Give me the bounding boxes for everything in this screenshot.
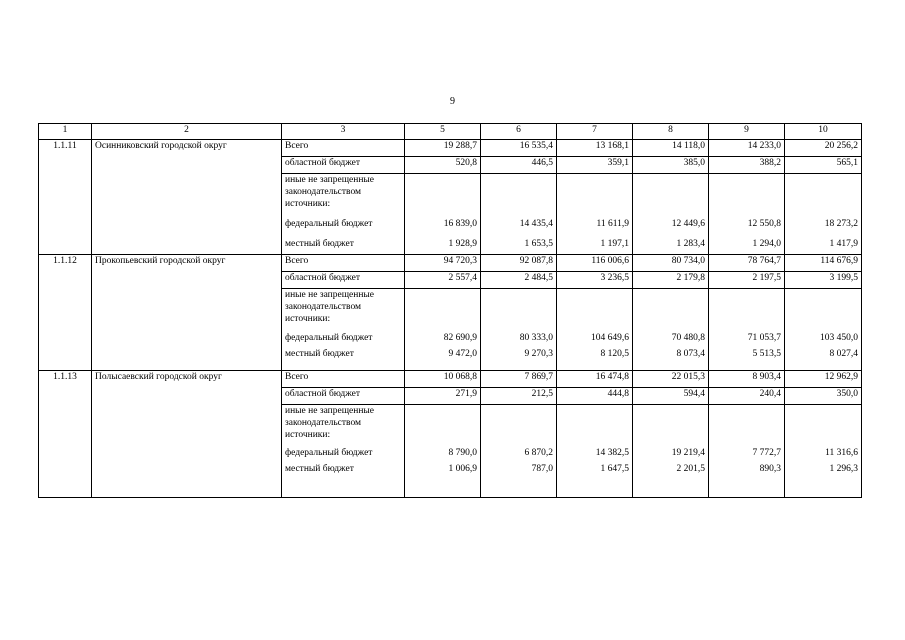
value-cell: 11 611,9 [557, 214, 633, 234]
value-cell [709, 289, 785, 329]
value-cell: 22 015,3 [633, 371, 709, 388]
row-label: Всего [282, 140, 405, 157]
value-cell: 80 333,0 [481, 329, 557, 348]
value-cell: 1 197,1 [557, 234, 633, 255]
value-cell: 1 296,3 [785, 462, 862, 498]
row-label: федеральный бюджет [282, 445, 405, 462]
value-cell: 1 653,5 [481, 234, 557, 255]
header-cell: 8 [633, 124, 709, 140]
value-cell: 271,9 [405, 388, 481, 405]
value-cell: 78 764,7 [709, 255, 785, 272]
row-label: местный бюджет [282, 348, 405, 371]
table-header-row [39, 124, 862, 140]
value-cell: 12 449,6 [633, 214, 709, 234]
value-cell [785, 405, 862, 445]
row-label: иные не запрещенные законодательством источники: [282, 174, 405, 214]
value-cell: 80 734,0 [633, 255, 709, 272]
value-cell [633, 289, 709, 329]
value-cell [557, 405, 633, 445]
header-cell: 7 [557, 124, 633, 140]
value-cell: 104 649,6 [557, 329, 633, 348]
value-cell [633, 405, 709, 445]
row-label: Всего [282, 255, 405, 272]
section-name: Прокопьевский городской округ [92, 255, 282, 371]
header-cell: 9 [709, 124, 785, 140]
value-cell: 1 294,0 [709, 234, 785, 255]
value-cell: 1 417,9 [785, 234, 862, 255]
value-cell [557, 174, 633, 214]
value-cell: 103 450,0 [785, 329, 862, 348]
value-cell: 16 474,8 [557, 371, 633, 388]
value-cell: 1 928,9 [405, 234, 481, 255]
value-cell: 10 068,8 [405, 371, 481, 388]
value-cell: 19 288,7 [405, 140, 481, 157]
value-cell: 2 484,5 [481, 272, 557, 289]
value-cell: 11 316,6 [785, 445, 862, 462]
value-cell: 594,4 [633, 388, 709, 405]
value-cell: 787,0 [481, 462, 557, 498]
value-cell: 446,5 [481, 157, 557, 174]
value-cell: 20 256,2 [785, 140, 862, 157]
value-cell: 350,0 [785, 388, 862, 405]
value-cell: 8 790,0 [405, 445, 481, 462]
table-row [39, 255, 862, 272]
header-cell: 5 [405, 124, 481, 140]
row-label: иные не запрещенные законодательством источники: [282, 405, 405, 445]
value-cell: 116 006,6 [557, 255, 633, 272]
value-cell: 520,8 [405, 157, 481, 174]
row-label: местный бюджет [282, 234, 405, 255]
value-cell: 14 118,0 [633, 140, 709, 157]
row-label: областной бюджет [282, 272, 405, 289]
value-cell: 5 513,5 [709, 348, 785, 371]
value-cell: 92 087,8 [481, 255, 557, 272]
row-label: областной бюджет [282, 157, 405, 174]
value-cell [709, 405, 785, 445]
value-cell: 94 720,3 [405, 255, 481, 272]
header-cell: 3 [282, 124, 405, 140]
value-cell: 240,4 [709, 388, 785, 405]
value-cell: 9 270,3 [481, 348, 557, 371]
value-cell: 114 676,9 [785, 255, 862, 272]
row-label: федеральный бюджет [282, 214, 405, 234]
header-cell: 1 [39, 124, 92, 140]
value-cell: 71 053,7 [709, 329, 785, 348]
value-cell: 388,2 [709, 157, 785, 174]
value-cell: 12 962,9 [785, 371, 862, 388]
value-cell: 18 273,2 [785, 214, 862, 234]
value-cell: 385,0 [633, 157, 709, 174]
header-cell: 6 [481, 124, 557, 140]
section-code: 1.1.12 [39, 255, 92, 371]
value-cell: 12 550,8 [709, 214, 785, 234]
table-row [39, 140, 862, 157]
section-code: 1.1.11 [39, 140, 92, 255]
value-cell [709, 174, 785, 214]
value-cell: 1 647,5 [557, 462, 633, 498]
value-cell: 19 219,4 [633, 445, 709, 462]
page-number: 9 [450, 96, 455, 107]
header-cell: 10 [785, 124, 862, 140]
value-cell: 3 199,5 [785, 272, 862, 289]
value-cell [785, 174, 862, 214]
header-cell: 2 [92, 124, 282, 140]
row-label: федеральный бюджет [282, 329, 405, 348]
value-cell: 14 233,0 [709, 140, 785, 157]
row-label: иные не запрещенные законодательством источники: [282, 289, 405, 329]
value-cell [405, 174, 481, 214]
value-cell [633, 174, 709, 214]
row-label: областной бюджет [282, 388, 405, 405]
value-cell: 9 472,0 [405, 348, 481, 371]
table-row [39, 371, 862, 388]
value-cell: 8 903,4 [709, 371, 785, 388]
value-cell: 444,8 [557, 388, 633, 405]
value-cell: 7 869,7 [481, 371, 557, 388]
value-cell: 8 120,5 [557, 348, 633, 371]
value-cell: 16 535,4 [481, 140, 557, 157]
value-cell: 2 179,8 [633, 272, 709, 289]
value-cell: 565,1 [785, 157, 862, 174]
value-cell: 8 027,4 [785, 348, 862, 371]
row-label: местный бюджет [282, 462, 405, 498]
value-cell [481, 174, 557, 214]
value-cell [405, 289, 481, 329]
value-cell: 1 006,9 [405, 462, 481, 498]
value-cell: 16 839,0 [405, 214, 481, 234]
value-cell: 6 870,2 [481, 445, 557, 462]
value-cell: 3 236,5 [557, 272, 633, 289]
value-cell [785, 289, 862, 329]
value-cell: 2 197,5 [709, 272, 785, 289]
value-cell [481, 289, 557, 329]
value-cell: 13 168,1 [557, 140, 633, 157]
value-cell: 70 480,8 [633, 329, 709, 348]
section-name: Осинниковский городской округ [92, 140, 282, 255]
value-cell: 212,5 [481, 388, 557, 405]
value-cell: 8 073,4 [633, 348, 709, 371]
value-cell [481, 405, 557, 445]
value-cell: 14 435,4 [481, 214, 557, 234]
row-label: Всего [282, 371, 405, 388]
value-cell: 2 557,4 [405, 272, 481, 289]
section-code: 1.1.13 [39, 371, 92, 498]
value-cell [557, 289, 633, 329]
value-cell: 82 690,9 [405, 329, 481, 348]
section-name: Полысаевский городской округ [92, 371, 282, 498]
value-cell: 7 772,7 [709, 445, 785, 462]
value-cell: 359,1 [557, 157, 633, 174]
value-cell: 890,3 [709, 462, 785, 498]
value-cell: 2 201,5 [633, 462, 709, 498]
value-cell [405, 405, 481, 445]
budget-table [38, 123, 862, 498]
value-cell: 14 382,5 [557, 445, 633, 462]
value-cell: 1 283,4 [633, 234, 709, 255]
